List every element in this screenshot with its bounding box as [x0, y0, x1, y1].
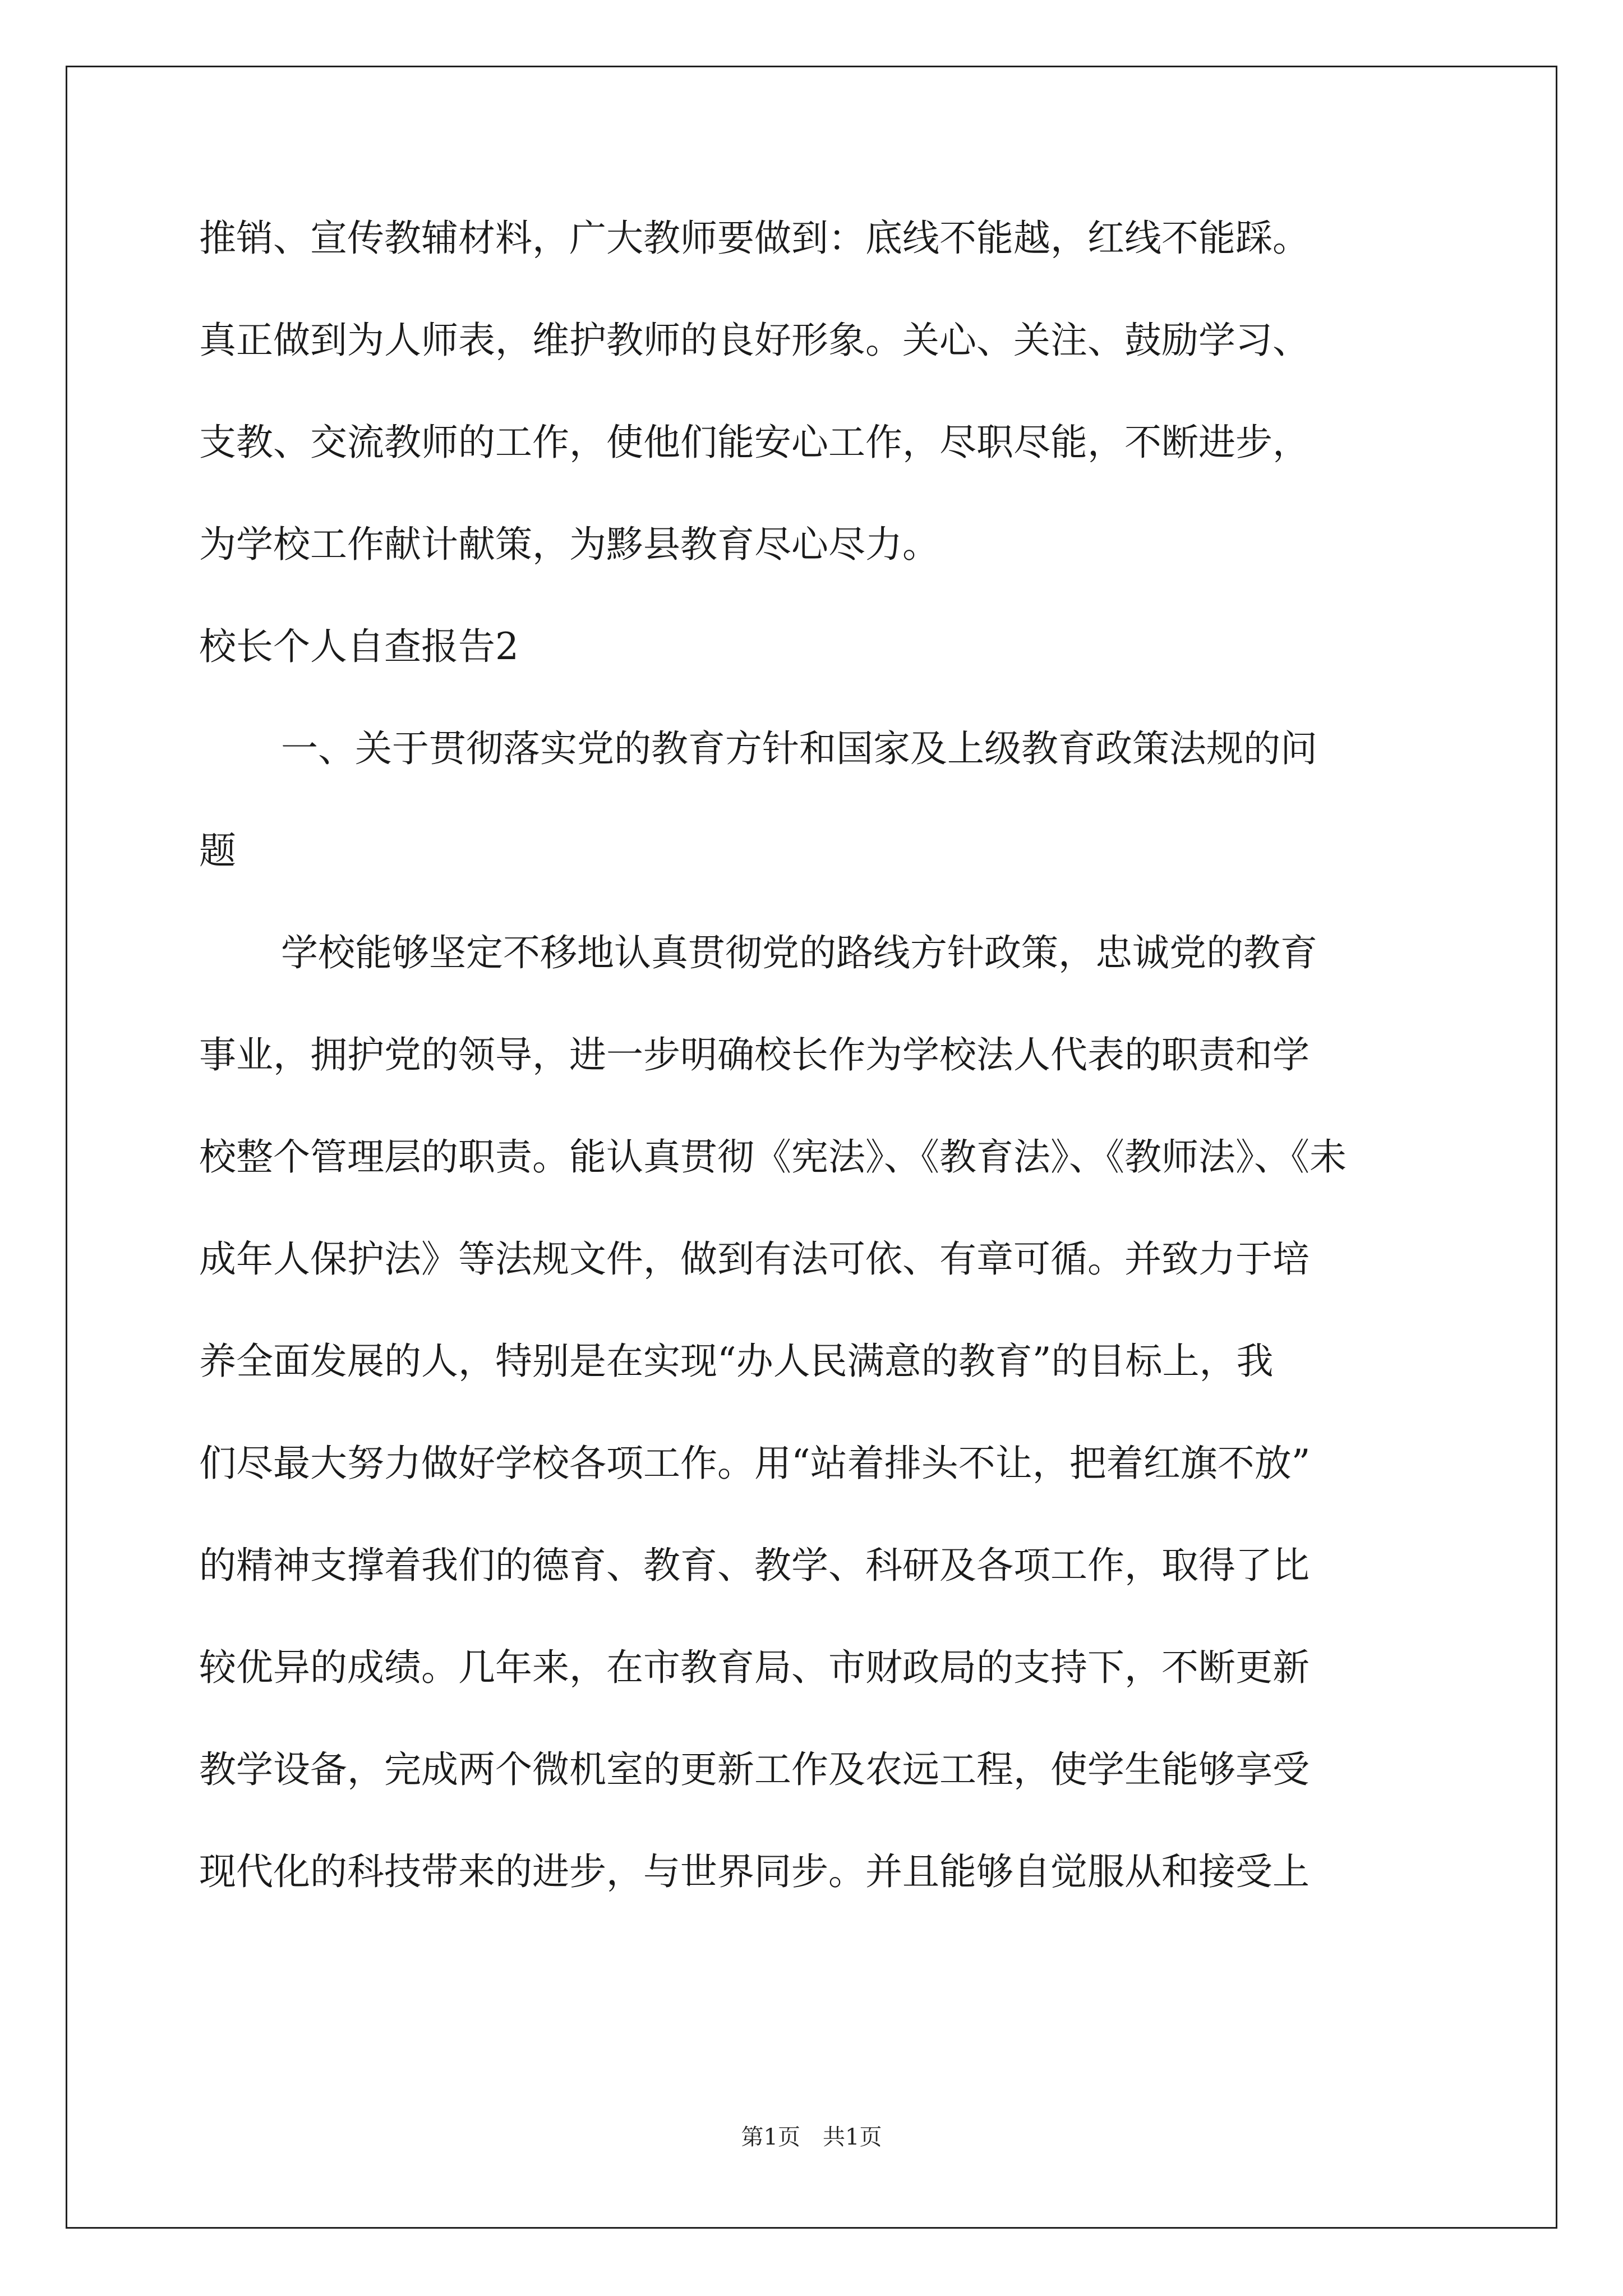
text-line: 成年人保护法》等法规文件，做到有法可依、有章可循。并致力于培 — [199, 1237, 1310, 1281]
text-line: 真正做到为人师表，维护教师的良好形象。关心、关注、鼓励学习、 — [199, 319, 1310, 362]
page-total: 共1页 — [823, 2124, 882, 2150]
text-line: 养全面发展的人，特别是在实现“办人民满意的教育”的目标上，我 — [199, 1340, 1274, 1383]
text-line: 为学校工作献计献策，为黟县教育尽心尽力。 — [199, 523, 939, 566]
section-heading: 校长个人自查报告2 — [199, 625, 519, 668]
text-line: 现代化的科技带来的进步，与世界同步。并且能够自觉服从和接受上 — [199, 1850, 1310, 1893]
text-line: 事业，拥护党的领导，进一步明确校长作为学校法人代表的职责和学 — [199, 1033, 1310, 1076]
text-line: 的精神支撑着我们的德育、教育、教学、科研及各项工作，取得了比 — [199, 1544, 1310, 1587]
text-line: 题 — [199, 829, 236, 872]
text-line: 支教、交流教师的工作，使他们能安心工作，尽职尽能，不断进步， — [199, 421, 1310, 464]
text-line: 一、关于贯彻落实党的教育方针和国家及上级教育政策法规的问 — [281, 727, 1317, 770]
page-footer — [0, 2120, 1623, 2154]
text-line: 较优异的成绩。几年来，在市教育局、市财政局的支持下，不断更新 — [199, 1646, 1310, 1689]
text-line: 校整个管理层的职责。能认真贯彻《宪法》、《教育法》、《教师法》、《未 — [199, 1135, 1347, 1179]
text-line: 学校能够坚定不移地认真贯彻党的路线方针政策，忠诚党的教育 — [281, 931, 1317, 974]
text-line: 教学设备，完成两个微机室的更新工作及农远工程，使学生能够享受 — [199, 1748, 1310, 1791]
page-number: 第1页 — [741, 2124, 800, 2150]
text-line: 推销、宣传教辅材料，广大教师要做到：底线不能越，红线不能踩。 — [199, 217, 1310, 260]
text-line: 们尽最大努力做好学校各项工作。用“站着排头不让，把着红旗不放” — [199, 1442, 1311, 1485]
